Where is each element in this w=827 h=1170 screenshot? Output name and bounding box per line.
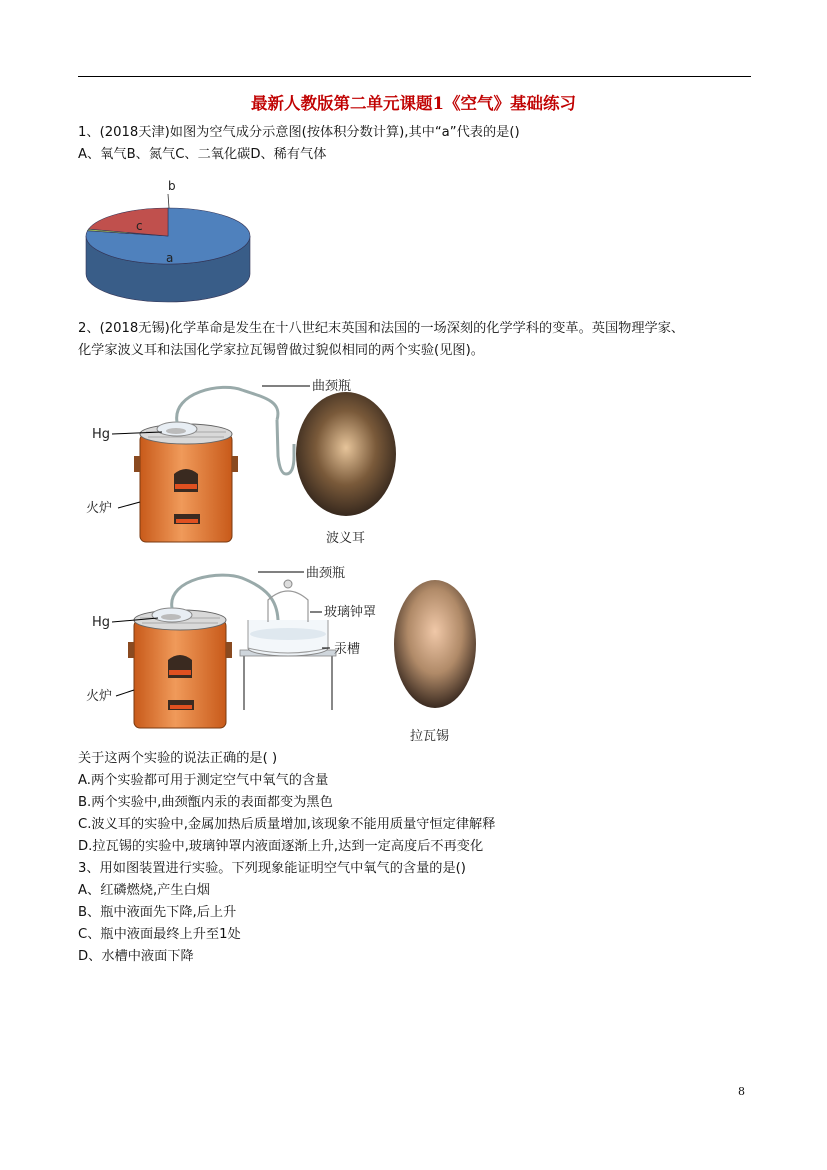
furnace-illustration xyxy=(134,424,238,542)
page-title: 最新人教版第二单元课题1《空气》基础练习 xyxy=(251,94,576,113)
q2-option-c: C.波义耳的实验中,金属加热后质量增加,该现象不能用质量守恒定律解释 xyxy=(78,817,496,832)
page-number: 8 xyxy=(738,1085,745,1098)
hg-label: Hg xyxy=(92,615,111,630)
boyle-name: 波义耳 xyxy=(326,531,366,546)
q2-option-b: B.两个实验中,曲颈甑内汞的表面都变为黑色 xyxy=(78,795,333,810)
trough-label: 汞槽 xyxy=(334,642,361,657)
furnace-label: 火炉 xyxy=(86,501,113,516)
flask-label: 曲颈瓶 xyxy=(306,566,346,581)
air-composition-pie-chart xyxy=(80,172,270,307)
pie-label-b: b xyxy=(168,179,176,193)
boyle-experiment-figure xyxy=(82,372,412,552)
pie-label-c: c xyxy=(136,219,143,233)
q2-stem-line2: 化学家波义耳和法国化学家拉瓦锡曾做过貌似相同的两个实验(见图)。 xyxy=(78,343,484,358)
lavoisier-name: 拉瓦锡 xyxy=(410,729,450,744)
pie-leader-b xyxy=(168,194,169,208)
pie-label-a: a xyxy=(166,251,174,265)
boyle-portrait xyxy=(296,392,396,516)
q2-question: 关于这两个实验的说法正确的是( ) xyxy=(78,751,278,766)
hg-label: Hg xyxy=(92,427,111,442)
q3-option-a: A、红磷燃烧,产生白烟 xyxy=(78,883,210,898)
q1-stem: 1、(2018天津)如图为空气成分示意图(按体积分数计算),其中“a”代表的是() xyxy=(78,125,520,140)
bell-jar-label: 玻璃钟罩 xyxy=(324,605,377,620)
q3-option-b: B、瓶中液面先下降,后上升 xyxy=(78,905,237,920)
q1-options: A、氧气B、氮气C、二氧化碳D、稀有气体 xyxy=(78,147,327,162)
furnace-label: 火炉 xyxy=(86,689,113,704)
q3-option-c: C、瓶中液面最终上升至1处 xyxy=(78,927,241,942)
lavoisier-experiment-figure xyxy=(82,560,482,745)
flask-label: 曲颈瓶 xyxy=(312,379,352,394)
q2-stem-line1: 2、(2018无锡)化学革命是发生在十八世纪末英国和法国的一场深刻的化学学科的变革。英国物理学家、 xyxy=(78,321,685,336)
q3-stem: 3、用如图装置进行实验。下列现象能证明空气中氧气的含量的是() xyxy=(78,861,466,876)
header-rule xyxy=(78,76,751,77)
q2-option-d: D.拉瓦锡的实验中,玻璃钟罩内液面逐渐上升,达到一定高度后不再变化 xyxy=(78,839,484,854)
q2-option-a: A.两个实验都可用于测定空气中氧气的含量 xyxy=(78,773,329,788)
bell-jar-trough-illustration xyxy=(240,580,336,710)
furnace-illustration xyxy=(128,610,232,728)
lavoisier-portrait xyxy=(394,580,476,708)
q3-option-d: D、水槽中液面下降 xyxy=(78,949,194,964)
